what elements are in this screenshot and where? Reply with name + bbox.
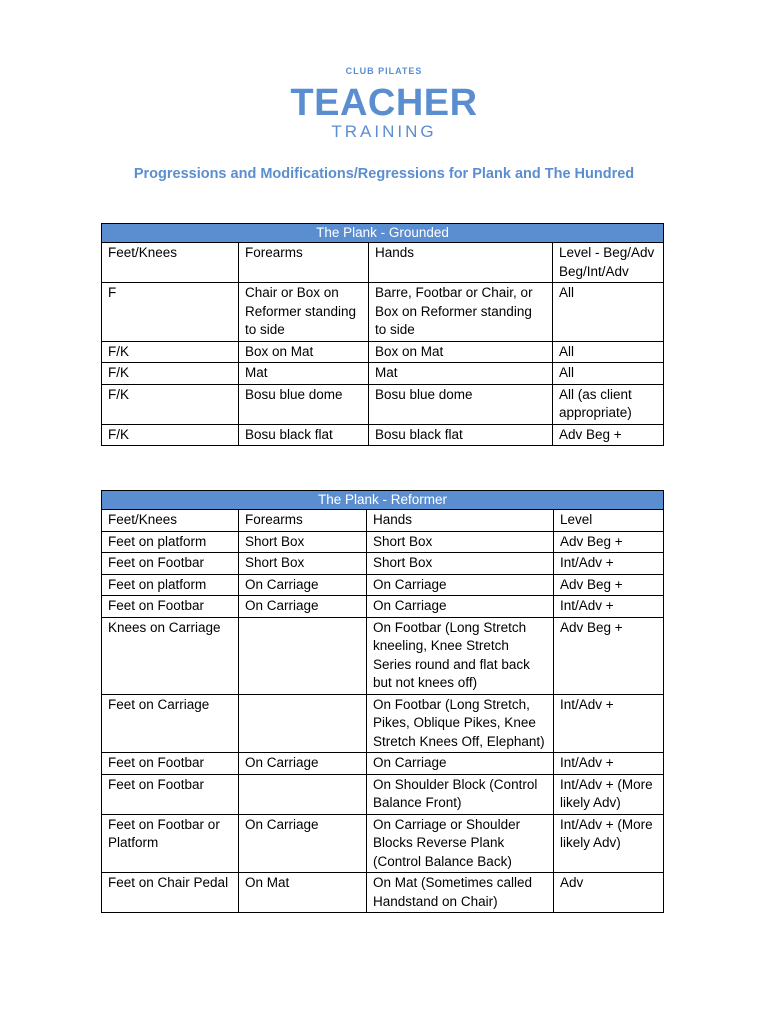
table-row [102, 424, 664, 446]
table-cell: Feet on Footbar [102, 774, 239, 814]
table-cell: Feet on platform [102, 574, 239, 596]
table-cell: On Carriage [239, 596, 367, 618]
table-cell: Barre, Footbar or Chair, or Box on Reformer standing to side [369, 283, 553, 342]
table-cell: Adv [554, 873, 664, 913]
table-cell: Int/Adv + [554, 596, 664, 618]
table-cell [239, 774, 367, 814]
table-cell: On Footbar (Long Stretch, Pikes, Oblique Pikes, Knee Stretch Knees Off, Elephant) [367, 694, 554, 753]
table-cell: Bosu blue dome [369, 384, 553, 424]
table-cell: Feet on Footbar [102, 753, 239, 775]
document-title: Progressions and Modifications/Regressions for Plank and The Hundred [133, 166, 635, 182]
table-title: The Plank - Grounded [102, 224, 664, 243]
table-cell: Bosu black flat [239, 424, 369, 446]
table-row [102, 774, 664, 814]
column-header: Feet/Knees [102, 243, 239, 283]
column-header: Forearms [239, 243, 369, 283]
table-cell: All (as client appropriate) [553, 384, 664, 424]
table-row [102, 596, 664, 618]
table-cell: On Carriage [367, 574, 554, 596]
column-header: Feet/Knees [102, 510, 239, 532]
logo-top-text: CLUB PILATES [345, 66, 423, 76]
table-cell: Feet on platform [102, 531, 239, 553]
table-cell: On Carriage or Shoulder Blocks Reverse Plank (Control Balance Back) [367, 814, 554, 873]
table-row [102, 363, 664, 385]
table-cell: Adv Beg + [554, 617, 664, 694]
table-cell: Adv Beg + [554, 531, 664, 553]
table-row [102, 384, 664, 424]
table-cell: Short Box [239, 531, 367, 553]
table-row [102, 574, 664, 596]
table-header-row [102, 243, 664, 283]
logo-main-text: TEACHER [290, 82, 478, 124]
table-row [102, 694, 664, 753]
table-cell: Box on Mat [239, 341, 369, 363]
table-cell: Feet on Carriage [102, 694, 239, 753]
table-title: The Plank - Reformer [102, 491, 664, 510]
table-cell: Int/Adv + (More likely Adv) [554, 814, 664, 873]
table-cell [239, 694, 367, 753]
table-cell: Short Box [239, 553, 367, 575]
table-row [102, 283, 664, 342]
table-cell: On Carriage [367, 753, 554, 775]
table-cell: F/K [102, 363, 239, 385]
table-row [102, 873, 664, 913]
table-cell: On Carriage [239, 814, 367, 873]
logo-top [0, 62, 768, 80]
table-body [102, 283, 664, 446]
table-cell: Int/Adv + (More likely Adv) [554, 774, 664, 814]
column-header: Hands [369, 243, 553, 283]
table-cell: Mat [369, 363, 553, 385]
table-cell: On Mat (Sometimes called Handstand on Chair) [367, 873, 554, 913]
table-cell: On Carriage [239, 574, 367, 596]
table-cell: On Mat [239, 873, 367, 913]
table-cell: All [553, 363, 664, 385]
table-cell: On Footbar (Long Stretch kneeling, Knee Stretch Series round and flat back but not knees off) [367, 617, 554, 694]
table-cell: Chair or Box on Reformer standing to side [239, 283, 369, 342]
logo [0, 62, 768, 142]
table-cell: F/K [102, 424, 239, 446]
table-cell: Int/Adv + [554, 553, 664, 575]
table-cell: Feet on Footbar or Platform [102, 814, 239, 873]
table-row [102, 617, 664, 694]
table-header-row [102, 510, 664, 532]
table-body [102, 531, 664, 913]
table-cell: F/K [102, 341, 239, 363]
table-cell: All [553, 283, 664, 342]
plank-grounded-table [101, 223, 664, 446]
table-cell: Short Box [367, 531, 554, 553]
table-cell: Knees on Carriage [102, 617, 239, 694]
column-header: Level - Beg/AdvBeg/Int/Adv [553, 243, 664, 283]
table-cell: Feet on Footbar [102, 553, 239, 575]
table-cell: Mat [239, 363, 369, 385]
table-row [102, 814, 664, 873]
table-cell: On Shoulder Block (Control Balance Front) [367, 774, 554, 814]
table-cell: Feet on Footbar [102, 596, 239, 618]
table-row [102, 553, 664, 575]
table-cell: Adv Beg + [554, 574, 664, 596]
table-cell: Short Box [367, 553, 554, 575]
table-cell: F/K [102, 384, 239, 424]
table-row [102, 531, 664, 553]
table-cell: On Carriage [367, 596, 554, 618]
table-cell: Adv Beg + [553, 424, 664, 446]
table-cell: Bosu black flat [369, 424, 553, 446]
table-cell: Feet on Chair Pedal [102, 873, 239, 913]
table-cell: F [102, 283, 239, 342]
table-cell: On Carriage [239, 753, 367, 775]
table-cell: Int/Adv + [554, 694, 664, 753]
table-cell: Bosu blue dome [239, 384, 369, 424]
logo-sub-text: TRAINING [331, 122, 437, 141]
table-row [102, 341, 664, 363]
table-cell: All [553, 341, 664, 363]
table-cell: Box on Mat [369, 341, 553, 363]
column-header: Hands [367, 510, 554, 532]
column-header: Forearms [239, 510, 367, 532]
plank-reformer-table [101, 490, 664, 913]
table-row [102, 753, 664, 775]
table-cell: Int/Adv + [554, 753, 664, 775]
table-cell [239, 617, 367, 694]
column-header: Level [554, 510, 664, 532]
